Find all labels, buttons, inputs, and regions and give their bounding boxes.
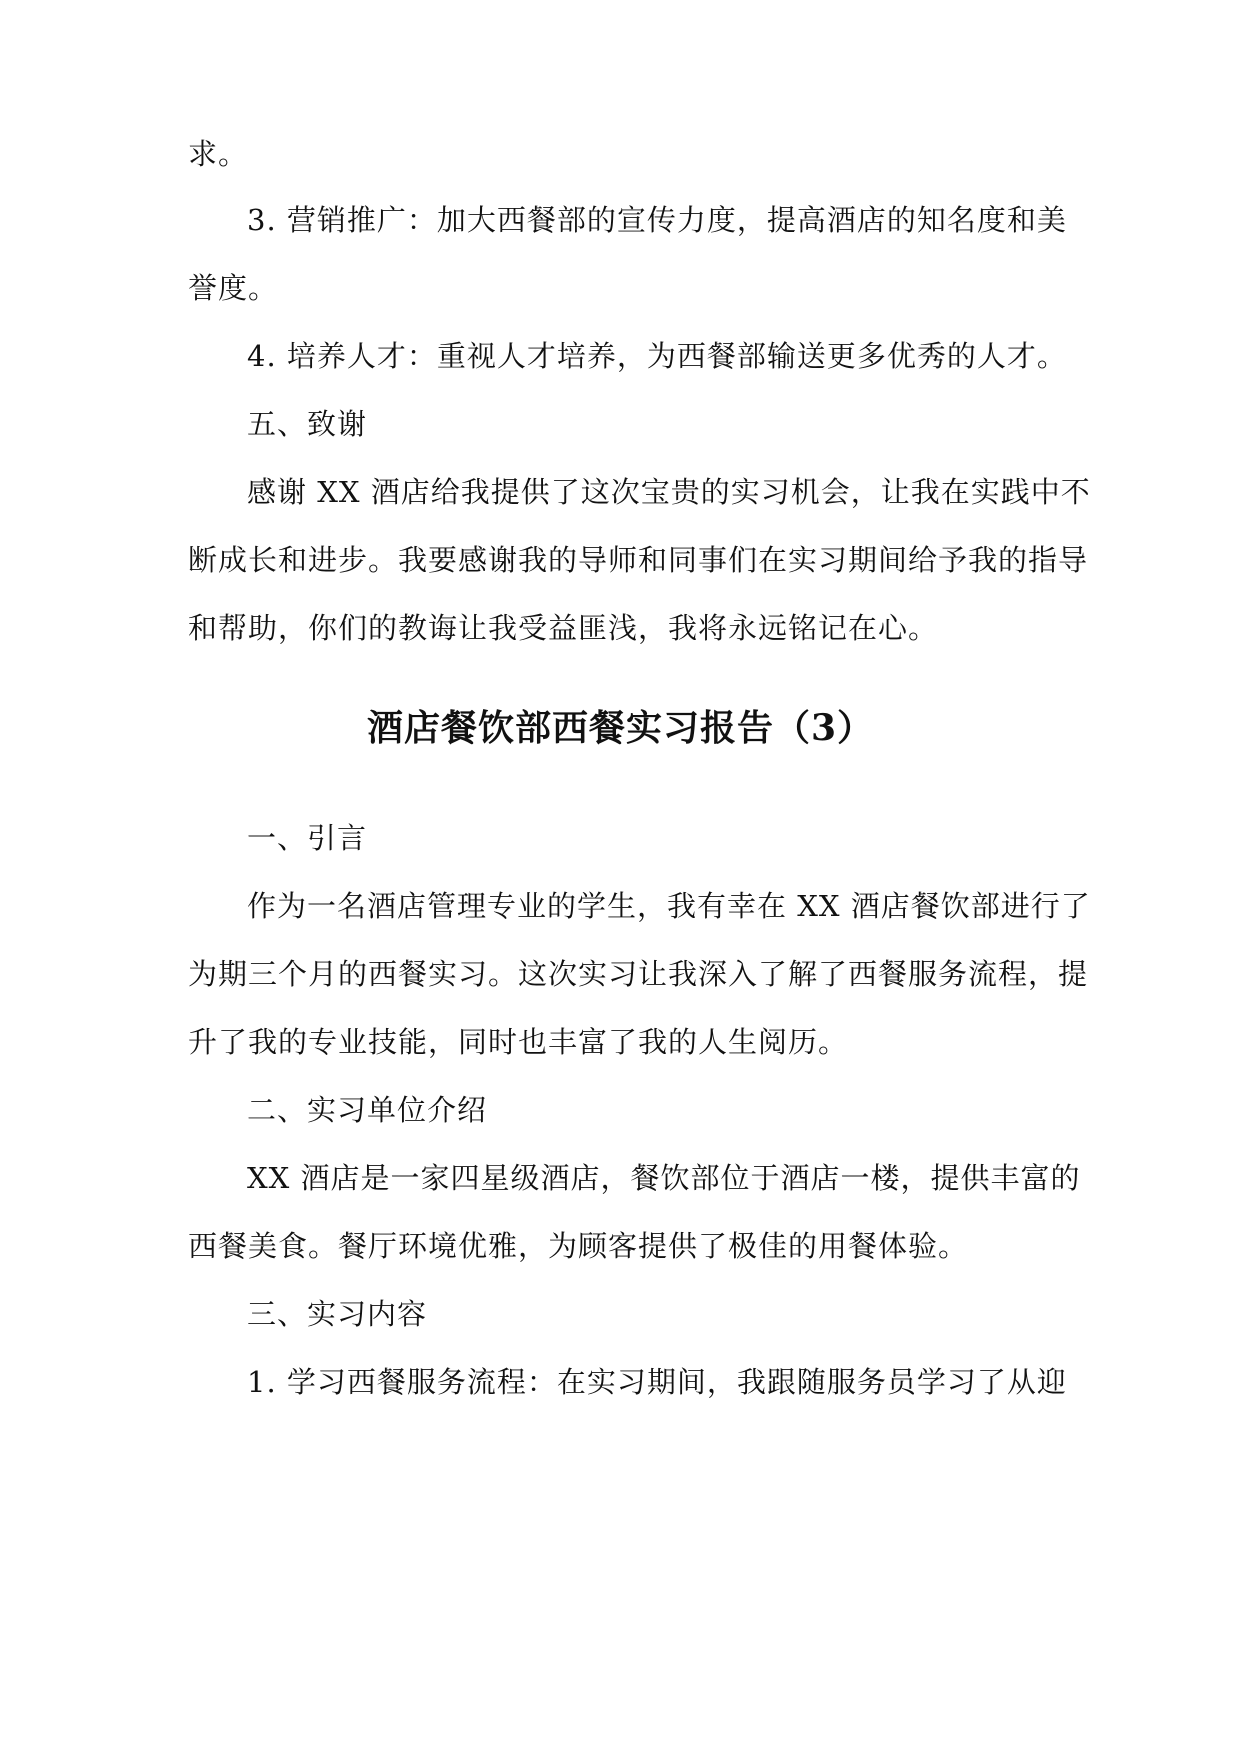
report-title: 酒店餐饮部西餐实习报告（3） xyxy=(366,707,875,749)
paragraph-line: 断成长和进步。我要感谢我的导师和同事们在实习期间给予我的指导 xyxy=(188,543,1089,577)
paragraph-line: 升了我的专业技能，同时也丰富了我的人生阅历。 xyxy=(188,1025,849,1059)
paragraph-line: 誉度。 xyxy=(188,271,279,305)
section-heading-unit: 二、实习单位介绍 xyxy=(247,1093,488,1127)
paragraph-line: 感谢 XX 酒店给我提供了这次宝贵的实习机会，让我在实践中不 xyxy=(247,475,1091,509)
section-heading-content: 三、实习内容 xyxy=(247,1297,428,1331)
section-heading-thanks: 五、致谢 xyxy=(247,407,368,441)
list-item-service-flow: 1. 学习西餐服务流程：在实习期间，我跟随服务员学习了从迎 xyxy=(247,1365,1067,1399)
list-item-talent: 4. 培养人才：重视人才培养，为西餐部输送更多优秀的人才。 xyxy=(247,339,1067,373)
paragraph-line: 求。 xyxy=(188,137,249,171)
paragraph-line: XX 酒店是一家四星级酒店，餐饮部位于酒店一楼，提供丰富的 xyxy=(247,1161,1081,1195)
paragraph-line: 和帮助，你们的教诲让我受益匪浅，我将永远铭记在心。 xyxy=(188,611,939,645)
paragraph-line: 西餐美食。餐厅环境优雅，为顾客提供了极佳的用餐体验。 xyxy=(188,1229,969,1263)
list-item-marketing: 3. 营销推广：加大西餐部的宣传力度，提高酒店的知名度和美 xyxy=(247,203,1067,237)
paragraph-line: 作为一名酒店管理专业的学生，我有幸在 XX 酒店餐饮部进行了 xyxy=(247,889,1091,923)
paragraph-line: 为期三个月的西餐实习。这次实习让我深入了解了西餐服务流程，提 xyxy=(188,957,1089,991)
section-heading-intro: 一、引言 xyxy=(247,821,368,855)
